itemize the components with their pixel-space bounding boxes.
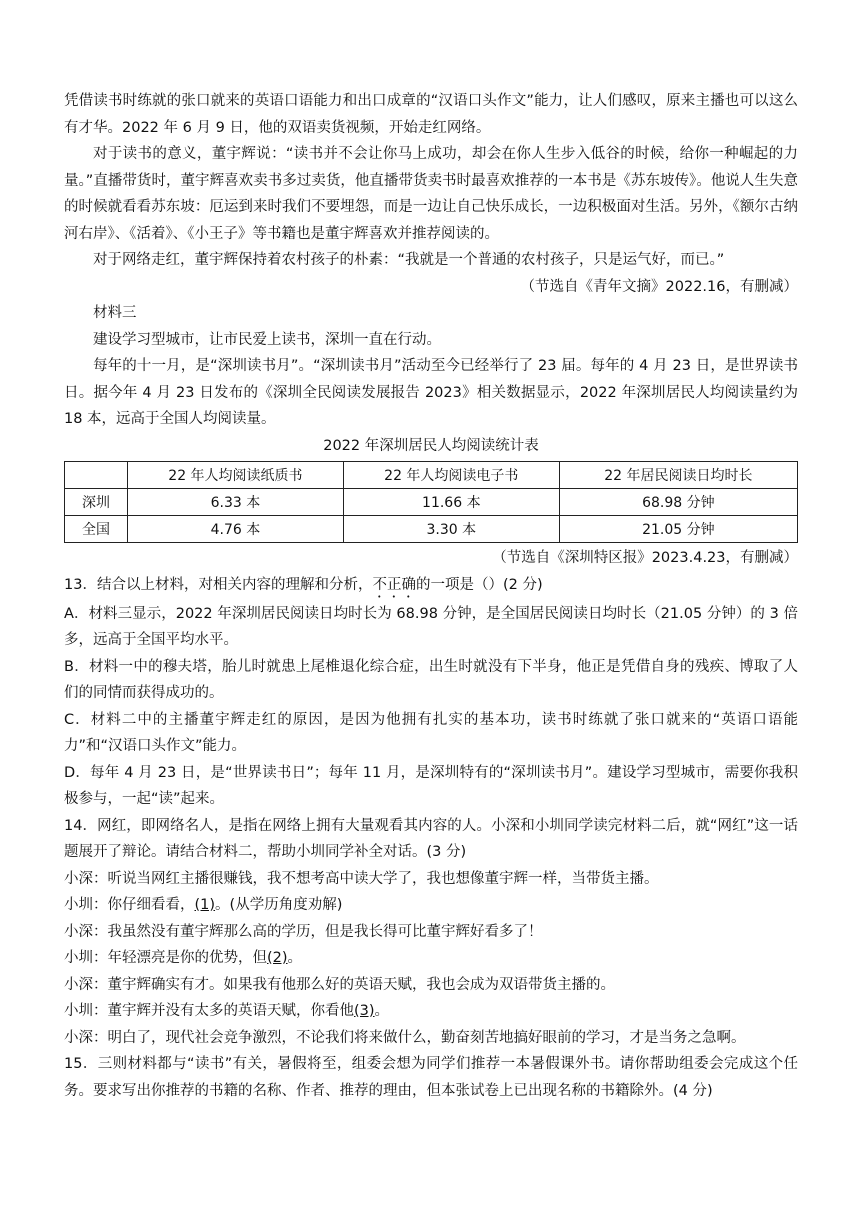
- table-title: 2022 年深圳居民人均阅读统计表: [323, 437, 539, 454]
- material3-paragraph-2: 每年的十一月，是“深圳读书月”。“深圳读书月”活动至今已经举行了 23 届。每年的 4 月 23 日，是世界读书日。据今年 4 月 23 日发布的《深圳全民阅读发展报告 2023》相关数据显示，2022 年深圳居民人均阅读量约为 18 本，远高于全国人均阅读量。: [64, 358, 798, 427]
- exam-page: [64, 88, 798, 1104]
- table-cell: 4.76 本: [128, 516, 344, 543]
- question-13-stem: [64, 572, 798, 601]
- dialogue-line: [64, 945, 798, 972]
- dialogue-line: [64, 892, 798, 919]
- material2-paragraph-1: 凭借读书时练就的张口就来的英语口语能力和出口成章的“汉语口头作文”能力，让人们感叹，原来主播也可以这么有才华。2022 年 6 月 9 日，他的双语卖货视频，开始走红网络。: [64, 93, 798, 136]
- dialogue-line: [64, 998, 798, 1025]
- q13-option-a: A．材料三显示，2022 年深圳居民阅读日均时长为 68.98 分钟，是全国居民阅读日均时长（21.05 分钟）的 3 倍多，远高于全国平均水平。: [64, 605, 798, 648]
- answer-blank-2[interactable]: (2): [267, 950, 288, 966]
- answer-blank-3[interactable]: (3): [354, 1003, 375, 1019]
- table-cell: 68.98 分钟: [559, 489, 797, 516]
- question-14-stem: 14．网红，即网络名人，是指在网络上拥有大量观看其内容的人。小深和小圳同学读完材料二后，就“网红”这一话题展开了辩论。请结合材料二，帮助小圳同学补全对话。(3 分): [64, 817, 798, 860]
- table-header-cell: 22 年居民阅读日均时长: [559, 462, 797, 489]
- table-cell: 11.66 本: [343, 489, 559, 516]
- table-cell: 3.30 本: [343, 516, 559, 543]
- dialogue-text: 。: [287, 950, 303, 966]
- material2-paragraph-3: 对于网络走红，董宇辉保持着农村孩子的朴素：“我就是一个普通的农村孩子，只是运气好，而已。”: [93, 252, 725, 268]
- table-cell: 全国: [65, 516, 128, 543]
- q13-stem-part: 的一项是（）(2 分): [415, 576, 543, 593]
- material2-paragraph-2: 对于读书的意义，董宇辉说：“读书并不会让你马上成功，却会在你人生步入低谷的时候，给你一种崛起的力量。”直播带货时，董宇辉喜欢卖书多过卖货，他直播带货卖书时最喜欢推荐的一本书是《苏东坡传》。他说人生失意的时候就看看苏东坡：厄运到来时我们不要埋怨，而是一边让自己快乐成长，一边积极面对生活。另外，《额尔古纳河右岸》、《活着》、《小王子》等书籍也是董宇辉喜欢并推荐阅读的。: [64, 146, 798, 242]
- material3-source: （节选自《深圳特区报》2023.4.23，有删减）: [492, 550, 798, 566]
- dialogue-text: 小圳：董宇辉并没有太多的英语天赋，你看他: [64, 1003, 354, 1019]
- dialogue-line: 小深：董宇辉确实有才。如果我有他那么好的英语天赋，我也会成为双语带货主播的。: [64, 976, 615, 993]
- table-header-row: [65, 462, 798, 489]
- question-15-stem: 15．三则材料都与“读书”有关，暑假将至，组委会想为同学们推荐一本暑假课外书。请你帮助组委会完成这个任务。要求写出你推荐的书籍的名称、作者、推荐的理由，但本张试卷上已出现名称的书籍除外。(4 分): [64, 1056, 798, 1099]
- q13-option-c: C．材料二中的主播董宇辉走红的原因，是因为他拥有扎实的基本功，读书时练就了张口就来的“英语口语能力”和“汉语口头作文”能力。: [64, 711, 798, 754]
- table-header-cell: [65, 462, 128, 489]
- dialogue-text: 小圳：年轻漂亮是你的优势，但: [64, 950, 267, 966]
- material3-paragraph-1: 建设学习型城市，让市民爱上读书，深圳一直在行动。: [93, 331, 441, 348]
- q13-option-d: D．每年 4 月 23 日，是“世界读书日”；每年 11 月，是深圳特有的“深圳读书月”。建设学习型城市，需要你我积极参与，一起“读”起来。: [64, 764, 798, 807]
- material3-heading: 材料三: [93, 305, 137, 321]
- material2-source: （节选自《青年文摘》2022.16，有删减）: [520, 278, 798, 295]
- dialogue-line: 小深：我虽然没有董宇辉那么高的学历，但是我长得可比董宇辉好看多了！: [64, 923, 543, 940]
- table-row: [65, 489, 798, 516]
- table-header-cell: 22 年人均阅读纸质书: [128, 462, 344, 489]
- table-cell: 21.05 分钟: [559, 516, 797, 543]
- reading-stats-table: [64, 461, 798, 543]
- table-row: [65, 516, 798, 543]
- q13-emphasis: 不正确: [372, 576, 416, 593]
- dialogue-text: 。: [374, 1003, 390, 1019]
- table-header-cell: 22 年人均阅读电子书: [343, 462, 559, 489]
- table-cell: 深圳: [65, 489, 128, 516]
- table-cell: 6.33 本: [128, 489, 344, 516]
- dialogue-text: 。(从学历角度劝解): [215, 897, 343, 913]
- dialogue-line: 小深：听说当网红主播很赚钱，我不想考高中读大学了，我也想像董宇辉一样，当带货主播。: [64, 870, 659, 887]
- dialogue-line: 小深：明白了，现代社会竞争激烈，不论我们将来做什么，勤奋刻苦地搞好眼前的学习，才是当务之急啊。: [64, 1029, 746, 1046]
- q13-option-b: B．材料一中的穆夫塔，胎儿时就患上尾椎退化综合症，出生时就没有下半身，他正是凭借自身的残疾、博取了人们的同情而获得成功的。: [64, 658, 798, 701]
- q13-stem-part: 13．结合以上材料，对相关内容的理解和分析，: [64, 576, 373, 593]
- answer-blank-1[interactable]: (1): [194, 897, 216, 913]
- dialogue-text: 小圳：你仔细看看，: [64, 897, 195, 913]
